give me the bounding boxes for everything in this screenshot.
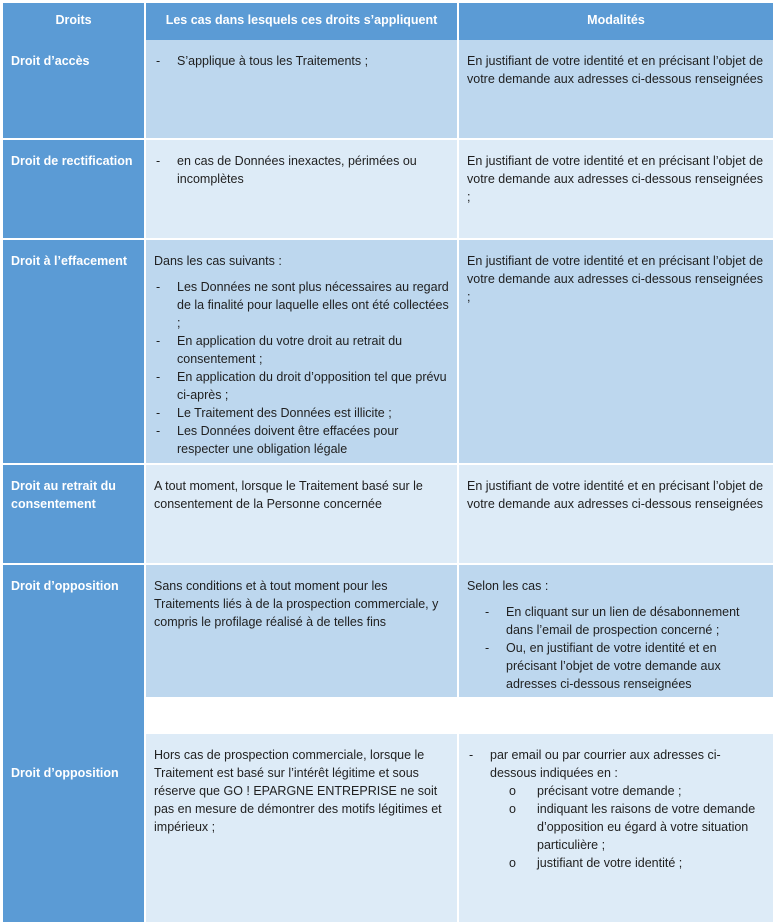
list-item: - Le Traitement des Données est illicite ; — [154, 404, 449, 422]
list-item: o indiquant les raisons de votre demande d’opposition eu égard à votre situation particulière ; — [467, 800, 765, 854]
list-item: - Ou, en justifiant de votre identité et en précisant l’objet de votre demande aux adresses ci-dessous renseignées — [483, 639, 765, 693]
modalite-intro: Selon les cas : — [467, 579, 549, 593]
list-item: - en cas de Données inexactes, périmées ou incomplètes — [154, 152, 449, 188]
list-item: o justifiant de votre identité ; — [467, 854, 765, 872]
header-modalites: Modalités — [459, 3, 773, 40]
list-item: o précisant votre demande ; — [467, 782, 765, 800]
row-label-opposition-block — [3, 565, 144, 922]
row-modalite-retrait: En justifiant de votre identité et en précisant l’objet de votre demande aux adresses ci-dessous renseignées — [459, 465, 773, 563]
modalite-list — [467, 746, 765, 872]
row-label-effacement: Droit à l’effacement — [3, 240, 144, 463]
list-item — [467, 746, 765, 872]
row-cas-effacement — [146, 240, 457, 463]
row-label-rectification: Droit de rectification — [3, 140, 144, 238]
row-modalite-rectification: En justifiant de votre identité et en précisant l’objet de votre demande aux adresses ci-dessous renseignées ; — [459, 140, 773, 238]
list-item: - Les Données ne sont plus nécessaires au regard de la finalité pour laquelle elles ont été collectées ; — [154, 278, 449, 332]
row-cas-acces — [146, 40, 457, 138]
row-label-retrait: Droit au retrait du consentement — [3, 465, 144, 563]
header-cas: Les cas dans lesquels ces droits s’appliquent — [146, 3, 457, 40]
list-item: - En cliquant sur un lien de désabonnement dans l’email de prospection concerné ; — [483, 603, 765, 639]
row-cas-retrait: A tout moment, lorsque le Traitement basé sur le consentement de la Personne concernée — [146, 465, 457, 563]
cas-intro: Dans les cas suivants : — [154, 254, 282, 268]
row-modalite-effacement: En justifiant de votre identité et en précisant l’objet de votre demande aux adresses ci-dessous renseignées ; — [459, 240, 773, 463]
row-modalite-acces: En justifiant de votre identité et en précisant l’objet de votre demande aux adresses ci-dessous renseignées — [459, 40, 773, 138]
modalite-sublist — [467, 782, 765, 872]
cas-list — [154, 278, 449, 458]
row-cas-opposition-2: Hors cas de prospection commerciale, lorsque le Traitement est basé sur l’intérêt légitime et sous réserve que GO ! EPARGNE ENTREPRISE ne soit pas en mesure de démontrer des motifs légitimes et impérieux ; — [146, 734, 457, 922]
header-droits: Droits — [3, 3, 144, 40]
modalite-intro: par email ou par courrier aux adresses ci-dessous indiquées en : — [490, 748, 721, 780]
list-item: - En application du votre droit au retrait du consentement ; — [154, 332, 449, 368]
list-item: - S’applique à tous les Traitements ; — [154, 52, 449, 70]
row-label-opposition-1: Droit d’opposition — [11, 579, 119, 593]
row-label-acces: Droit d’accès — [3, 40, 144, 138]
row-modalite-opposition-1 — [459, 565, 773, 697]
spacer-band — [146, 697, 773, 734]
row-label-opposition-2: Droit d’opposition — [11, 766, 119, 780]
row-modalite-opposition-2 — [459, 734, 773, 922]
list-item: - En application du droit d’opposition tel que prévu ci-après ; — [154, 368, 449, 404]
modalite-list — [467, 603, 765, 693]
row-cas-rectification — [146, 140, 457, 238]
cas-list — [154, 152, 449, 188]
row-cas-opposition-1: Sans conditions et à tout moment pour les Traitements liés à de la prospection commerciale, y compris le profilage réalisé à de telles fins — [146, 565, 457, 697]
list-item: - Les Données doivent être effacées pour respecter une obligation légale — [154, 422, 449, 458]
cas-list — [154, 52, 449, 70]
